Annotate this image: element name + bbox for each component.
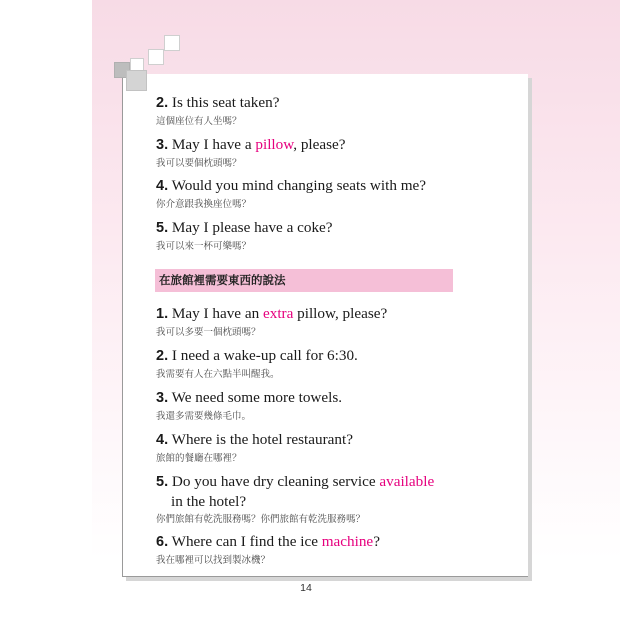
phrase-highlight: pillow: [255, 136, 294, 153]
card-border: [122, 576, 528, 577]
decor-square: [164, 35, 180, 51]
phrase-number: 5.: [156, 474, 169, 490]
phrase-english: [156, 346, 486, 366]
phrase-chinese: 我在哪裡可以找到製冰機？: [156, 555, 271, 566]
phrase-item: [156, 218, 486, 253]
left-margin: [0, 0, 92, 620]
phrase-english: [156, 218, 486, 238]
phrase-english: [156, 472, 486, 492]
phrase-number: 3.: [156, 390, 169, 406]
phrase-highlight: available: [379, 473, 435, 490]
phrase-chinese: 這個座位有人坐嗎？: [156, 116, 242, 127]
phrase-english: [156, 176, 486, 196]
phrase-item: [156, 532, 486, 567]
phrase-number: 6.: [156, 534, 169, 550]
phrase-text: May I have an: [171, 305, 263, 322]
phrase-item: [156, 388, 486, 423]
card-border: [122, 74, 123, 577]
phrase-english: [156, 430, 486, 450]
phrase-english: [156, 532, 486, 552]
phrase-english: [156, 304, 486, 324]
phrase-english: [156, 388, 486, 408]
phrase-number: 4.: [156, 432, 169, 448]
phrase-text: pillow, please?: [293, 305, 388, 322]
phrase-text: We need some more towels.: [171, 389, 343, 406]
phrase-english: [156, 93, 486, 113]
phrase-chinese: 我還多需要幾條毛巾。: [156, 411, 252, 422]
phrase-number: 2.: [156, 95, 169, 111]
phrase-text: Is this seat taken?: [171, 94, 280, 111]
phrase-number: 1.: [156, 306, 169, 322]
phrase-text: May I have a: [171, 136, 256, 153]
phrase-text: Where is the hotel restaurant?: [171, 431, 353, 448]
phrase-chinese: 我可以要個枕頭嗎？: [156, 158, 242, 169]
phrase-highlight: machine: [321, 533, 374, 550]
phrase-number: 2.: [156, 348, 169, 364]
phrase-item: [156, 176, 486, 211]
phrase-chinese: 我可以多要一個枕頭嗎？: [156, 327, 261, 338]
phrase-item: [156, 346, 486, 381]
phrase-text: Would you mind changing seats with me?: [171, 177, 427, 194]
phrase-highlight: extra: [262, 305, 294, 322]
phrase-text: Where can I find the ice: [171, 533, 322, 550]
phrase-english-line2: in the hotel?: [171, 493, 247, 510]
decor-square: [126, 70, 147, 91]
phrase-number: 5.: [156, 220, 169, 236]
phrase-text: I need a wake-up call for 6:30.: [171, 347, 358, 364]
phrase-item: [156, 472, 486, 526]
phrase-english: [156, 135, 486, 155]
phrase-text: , please?: [293, 136, 346, 153]
phrase-number: 4.: [156, 178, 169, 194]
phrase-chinese: 旅館的餐廳在哪裡？: [156, 453, 242, 464]
phrase-text: Do you have dry cleaning service: [171, 473, 380, 490]
phrase-chinese: 我可以來一杯可樂嗎？: [156, 241, 252, 252]
phrase-number: 3.: [156, 137, 169, 153]
phrase-item: [156, 430, 486, 465]
phrase-item: [156, 304, 486, 339]
decor-square: [148, 49, 164, 65]
page-number: 14: [300, 582, 312, 594]
phrase-chinese: 你介意跟我換座位嗎？: [156, 199, 252, 210]
phrase-text: May I please have a coke?: [171, 219, 333, 236]
phrase-chinese: 你們旅館有乾洗服務嗎？你們旅館有乾洗服務嗎？: [156, 514, 366, 525]
section-header: [155, 269, 453, 292]
section-title: 在旅館裡需要東西的說法: [159, 273, 286, 287]
phrase-item: [156, 135, 486, 170]
phrase-item: [156, 93, 486, 128]
phrase-chinese: 我需要有人在六點半叫醒我。: [156, 369, 280, 380]
phrase-text: ?: [373, 533, 380, 550]
